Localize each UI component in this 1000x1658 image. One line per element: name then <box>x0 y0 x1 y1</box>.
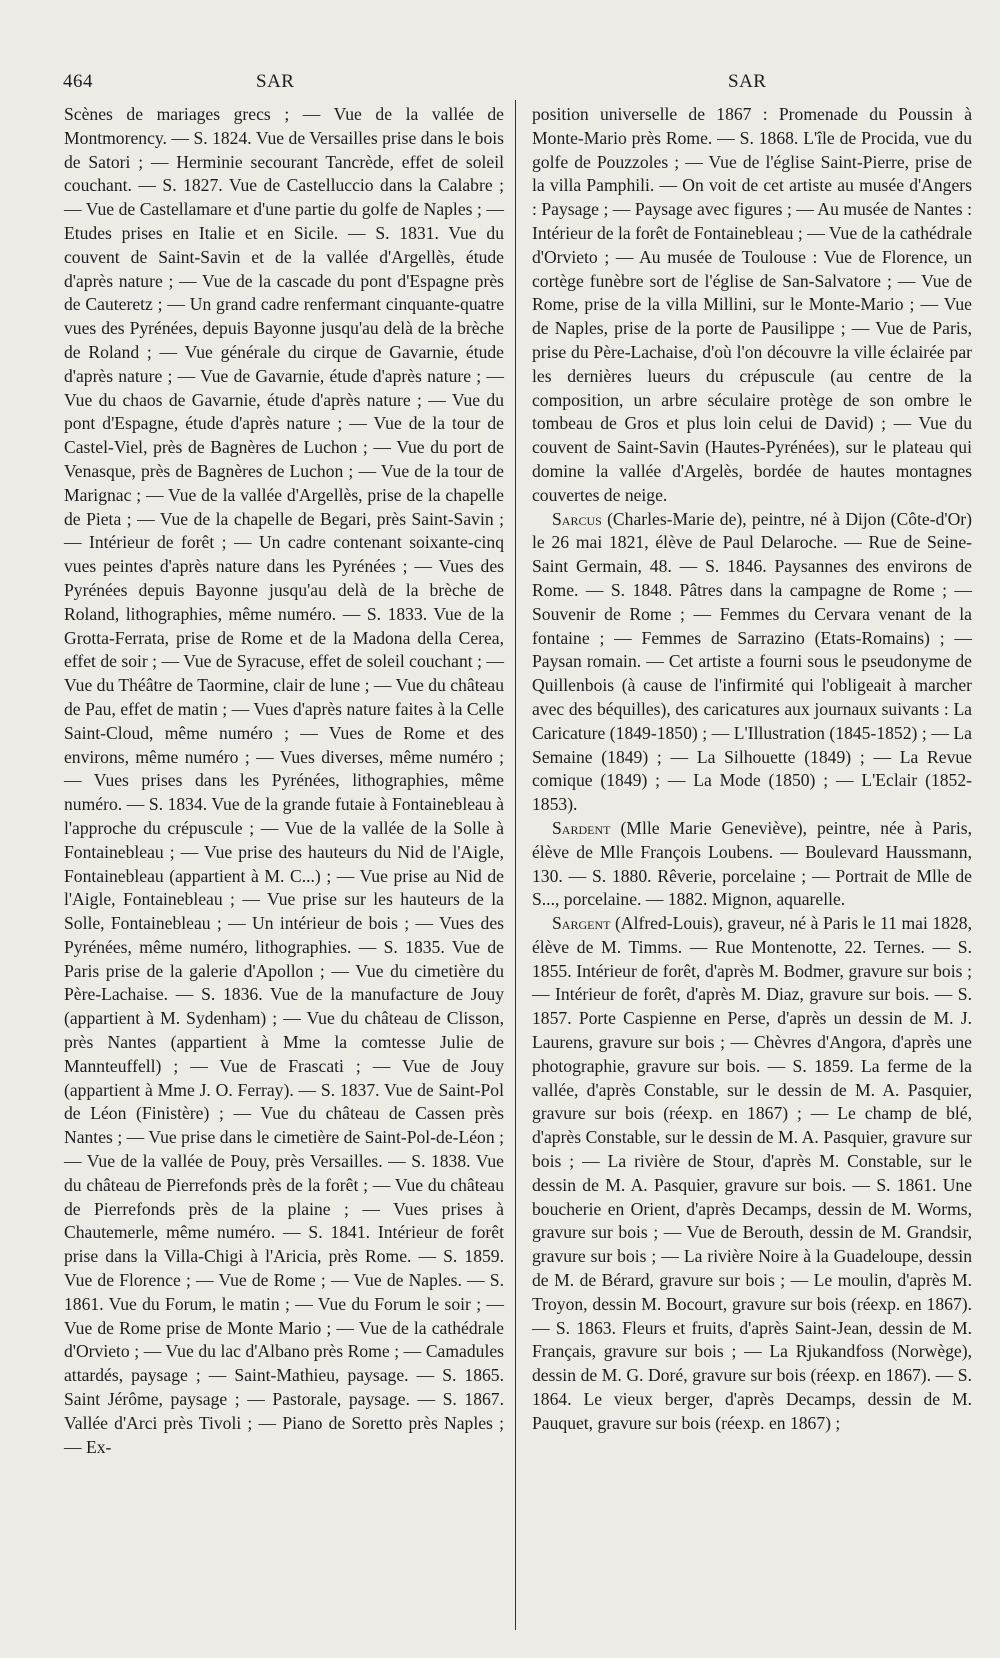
entry-text: (Alfred-Louis), graveur, né à Paris le 11 mai 1828, élève de M. Timms. — Rue Montenotte, 22. Ternes. — S. 1855. Intérieur de forêt, d'après M. Bodmer, gravure sur bois ; — Intérieur de forêt, d'après M. Diaz, gravure sur bois. — S. 1857. Porte Caspienne en Perse, d'après un dessin de M. J. Laurens, gravure sur bois ; — Chèvres d'Angora, d'après une photographie, gravure sur bois. — S. 1859. La ferme de la vallée, d'après Constable, sur le dessin de M. A. Pasquier, gravure sur bois (réexp. en 1867) ; — Le champ de blé, d'après Constable, sur le dessin de M. A. Pasquier, gravure sur bois ; — La rivière de Stour, d'après M. Constable, sur le dessin de M. A. Pasquier, gravure sur bois. — S. 1861. Une boucherie en Orient, d'après Decamps, dessin de M. Worms, gravure sur bois ; — Vue de Berouth, dessin de M. Grandsir, gravure sur bois ; — La rivière Noire à la Guadeloupe, dessin de M. de Bérard, gravure sur bois ; — Le moulin, d'après M. Troyon, dessin M. Bocourt, gravure sur bois (réexp. en 1867). — S. 1863. Fleurs et fruits, d'après Saint-Jean, dessin de M. Français, gravure sur bois ; — La Rjukandfoss (Norwège), dessin de M. G. Doré, gravure sur bois (réexp. en 1867). — S. 1864. Le vieux berger, d'après Decamps, dessin de M. Pauquet, gravure sur bois (réexp. en 1867) ; <box>532 913 972 1433</box>
left-column <box>64 103 504 1459</box>
entry-name: Sarcus <box>552 508 602 529</box>
column-divider <box>515 100 516 1630</box>
entry-text: (Charles-Marie de), peintre, né à Dijon (Côte-d'Or) le 26 mai 1821, élève de Paul Delaroche. — Rue de Seine-Saint Germain, 48. — S. 1846. Paysannes des environs de Rome. — S. 1848. Pâtres dans la campagne de Rome ; — Souvenir de Rome ; — Femmes du Cervara venant de la fontaine ; — Femmes de Sarrazino (Etats-Romains) ; — Paysan romain. — Cet artiste a fourni sous le pseudonyme de Quillenbois (à cause de l'infirmité qui l'obligeait à marcher avec des béquilles), des caricatures aux journaux suivants : La Caricature (1849-1850) ; — L'Illustration (1845-1852) ; — La Semaine (1849) ; — La Silhouette (1849) ; — La Revue comique (1849) ; — La Mode (1850) ; — L'Eclair (1852-1853). <box>532 508 972 815</box>
entry-name: Sargent <box>552 913 611 934</box>
entry-text: (Mlle Marie Geneviève), peintre, née à Paris, élève de Mlle François Loubens. — Boulevard Haussmann, 130. — S. 1880. Rêverie, porcelaine ; — Portrait de Mlle de S..., porcelaine. — 1882. Mignon, aquarelle. <box>532 817 972 910</box>
entry-text: position universelle de 1867 : Promenade du Poussin à Monte-Mario près Rome. — S. 1868. L'île de Procida, vue du golfe de Pouzzoles ; — Vue de l'église Saint-Pierre, prise de la villa Pamphili. — On voit de cet artiste au musée d'Angers : Paysage ; — Paysage avec figures ; — Au musée de Nantes : Intérieur de la forêt de Fontainebleau ; — Vue de la cathédrale d'Orvieto ; — Au musée de Toulouse : Vue de Florence, un cortège funèbre sort de l'église de San-Salvatore ; — Vue de Rome, prise de la villa Millini, sur le Monte-Mario ; — Vue de Naples, prise de la porte de Pausilippe ; — Vue de Paris, prise du Père-Lachaise, d'où l'on découvre la ville éclairée par les dernières lueurs du crépuscule (au centre de la composition, un arbre séculaire protège de son ombre le tombeau de Gros et plus loin celui de David) ; — Vue du couvent de Saint-Savin (Hautes-Pyrénées), sur le plateau qui domine la vallée d'Argelès, bordée de hautes montagnes couvertes de neige. <box>532 104 972 505</box>
entry-continuation <box>532 103 972 508</box>
entry-sargent <box>532 912 972 1436</box>
entry-sardent <box>532 817 972 912</box>
entry-continuation: Scènes de mariages grecs ; — Vue de la vallée de Montmorency. — S. 1824. Vue de Versailles prise dans le bois de Satori ; — Herminie secourant Tancrède, effet de soleil couchant. — S. 1827. Vue de Castelluccio dans la Calabre ; — Vue de Castellamare et d'une partie du golfe de Naples ; — Etudes prises en Italie et en Sicile. — S. 1831. Vue du couvent de Saint-Savin et de la vallée d'Argellès, étude d'après nature ; — Vue de la cascade du pont d'Espagne près de Cauteretz ; — Un grand cadre renfermant cinquante-quatre vues des Pyrénées, depuis Bayonne jusqu'au delà de la brèche de Roland ; — Vue générale du cirque de Gavarnie, étude d'après nature ; — Vue de Gavarnie, étude d'après nature ; — Vue du chaos de Gavarnie, étude d'après nature ; — Vue du pont d'Espagne, étude d'après nature ; — Vue de la tour de Castel-Viel, près de Bagnères de Luchon ; — Vue du port de Venasque, près de Bagnères de Luchon ; — Vue de la tour de Marignac ; — Vue de la vallée d'Argellès, prise de la chapelle de Pieta ; — Vue de la chapelle de Begari, près Saint-Savin ; — Intérieur de forêt ; — Un cadre contenant soixante-cinq vues peintes d'après nature dans les Pyrénées ; — Vues des Pyrénées depuis Bayonne jusqu'au delà de la brèche de Roland, lithographies, même numéro. — S. 1833. Vue de la Grotta-Ferrata, prise de Rome et de la Madona della Cerea, effet de soir ; — Vue de Syracuse, effet de soleil couchant ; — Vue du Théâtre de Taormine, clair de lune ; — Vue du château de Pau, effet de matin ; — Vues d'après nature faites à la Celle Saint-Cloud, même numéro ; — Vues de Rome et des environs, même numéro ; — Vues diverses, même numéro ; — Vues prises dans les Pyrénées, lithographies, même numéro. — S. 1834. Vue de la grande futaie à Fontainebleau à l'approche du crépuscule ; — Vue de la vallée de la Solle à Fontainebleau ; — Vue prise des hauteurs du Nid de l'Aigle, Fontainebleau (appartient à M. C...) ; — Vue prise au Nid de l'Aigle, Fontainebleau ; — Vue prise sur les hauteurs de la Solle, Fontainebleau ; — Un intérieur de bois ; — Vues des Pyrénées, même numéro, lithographies. — S. 1835. Vue de Paris prise de la galerie d'Apollon ; — Vue du cimetière du Père-Lachaise. — S. 1836. Vue de la manufacture de Jouy (appartient à M. Sydenham) ; — Vue du château de Clisson, près Nantes (appartient à Mme la comtesse Julie de Mannteuffell) ; — Vue de Frascati ; — Vue de Jouy (appartient à Mme J. O. Ferray). — S. 1837. Vue de Saint-Pol de Léon (Finistère) ; — Vue du château de Cassen près Nantes ; — Vue prise dans le cimetière de Saint-Pol-de-Léon ; — Vue de la vallée de Pouy, près Versailles. — S. 1838. Vue du château de Pierrefonds près de la forêt ; — Vue du château de Pierrefonds près de la plaine ; — Vues prises à Chautemerle, même numéro. — S. 1841. Intérieur de forêt prise dans la Villa-Chigi à l'Aricia, près Rome. — S. 1859. Vue de Florence ; — Vue de Rome ; — Vue de Naples. — S. 1861. Vue du Forum, le matin ; — Vue du Forum le soir ; — Vue de Rome prise de Monte Mario ; — Vue de la cathédrale d'Orvieto ; — Vue du lac d'Albano près Rome ; — Camadules attardés, paysage ; — Saint-Mathieu, paysage. — S. 1865. Saint Jérôme, paysage ; — Pastorale, paysage. — S. 1867. Vallée d'Arci près Tivoli ; — Piano de Soretto près Naples ; — Ex- <box>64 104 504 1457</box>
entry-sarcus <box>532 508 972 817</box>
right-column <box>532 103 972 1436</box>
page-number: 464 <box>63 71 93 92</box>
right-running-head: SAR <box>728 71 767 92</box>
left-running-head: SAR <box>256 71 295 92</box>
entry-name: Sardent <box>552 817 611 838</box>
